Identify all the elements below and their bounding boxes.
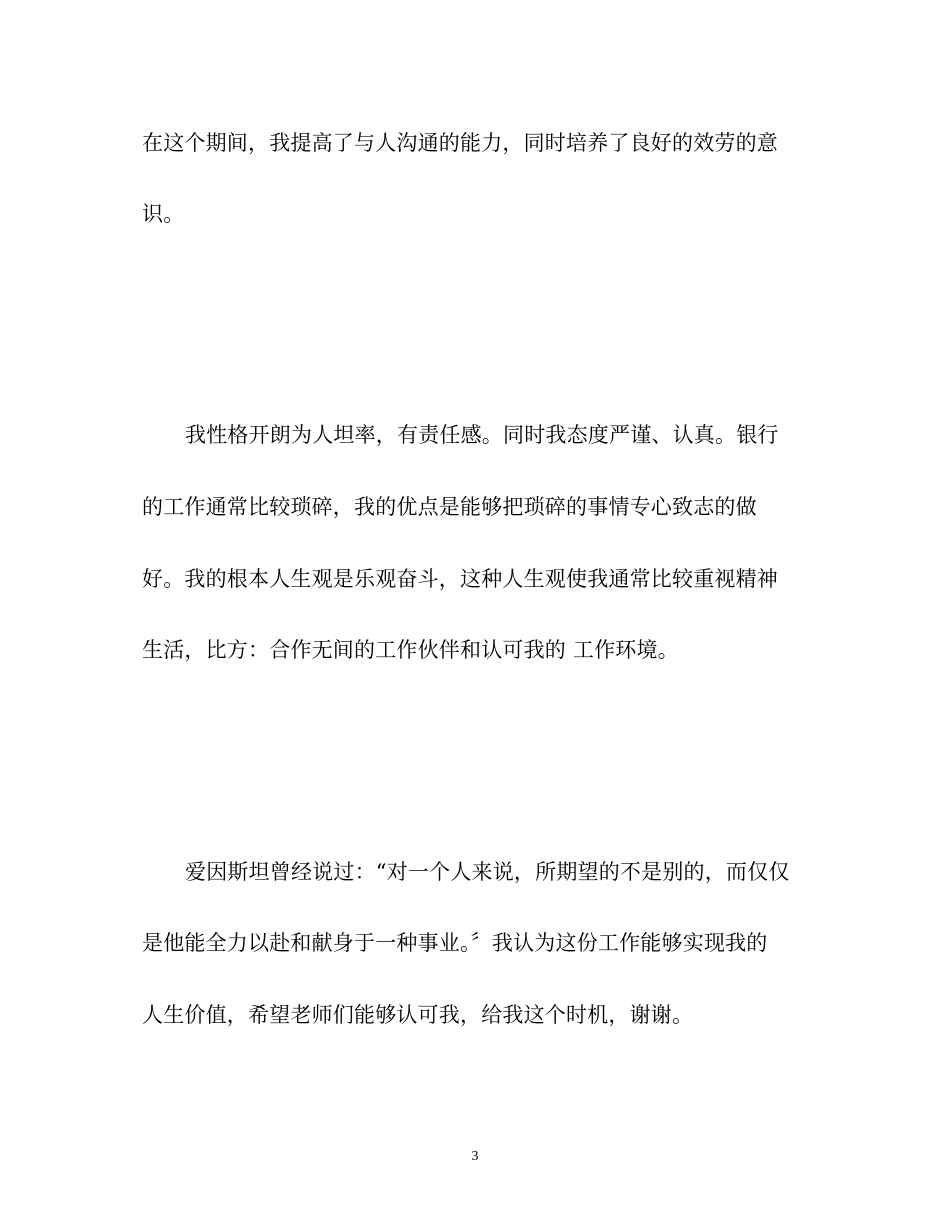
paragraph-2-line-4: 生活，比方：合作无间的工作伙伴和认可我的 工作环境。 [142,638,679,662]
page-number: 3 [471,1149,479,1164]
paragraph-1-line-2: 识。 [142,202,185,226]
paragraph-3-line-1: 爱因斯坦曾经说过：“对一个人来说，所期望的不是别的，而仅仅 [185,860,790,884]
paragraph-2-line-1: 我性格开朗为人坦率，有责任感。同时我态度严谨、认真。银行 [185,423,779,447]
paragraph-2-line-3: 好。我的根本人生观是乐观奋斗，这种人生观使我通常比较重视精神 [142,567,778,591]
paragraph-3-line-2: 是他能全力以赴和献身于一种事业。〞我认为这份工作能够实现我的 [142,931,768,955]
paragraph-1-line-1: 在这个期间，我提高了与人沟通的能力，同时培养了良好的效劳的意 [142,131,778,155]
paragraph-2-line-2: 的工作通常比较琐碎，我的优点是能够把琐碎的事情专心致志的做 [142,495,757,519]
paragraph-3-line-3: 人生价值，希望老师们能够认可我，给我这个时机，谢谢。 [142,1003,694,1027]
